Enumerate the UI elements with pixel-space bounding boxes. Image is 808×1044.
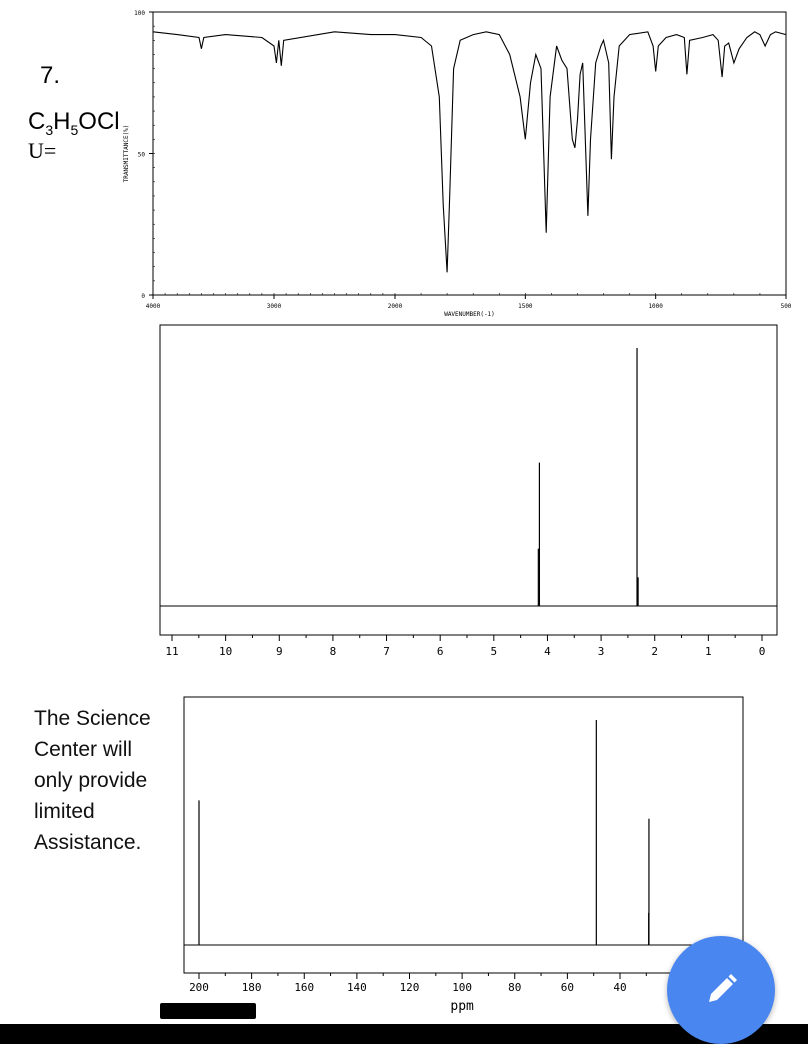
unsaturation-label: U= (28, 138, 57, 163)
ir-x-tick-label: 500 (780, 303, 792, 310)
h-x-tick-label: 2 (651, 645, 659, 658)
h-x-tick-label: 9 (275, 645, 283, 658)
assistance-note: The Science Center will only provide limited Assistance. (34, 707, 151, 854)
h-x-tick-label: 7 (383, 645, 390, 658)
edit-fab-button[interactable] (667, 936, 775, 1044)
ir-y-tick-label: 0 (141, 293, 145, 300)
c-x-tick-label: 200 (189, 981, 209, 994)
h-x-tick-label: 3 (597, 645, 605, 658)
c-plot-frame (184, 697, 743, 973)
c-x-tick-label: 180 (241, 981, 262, 994)
ir-x-tick-label: 1500 (518, 303, 533, 310)
ir-y-tick-label: 50 (137, 151, 145, 159)
ir-y-tick-label: 100 (134, 10, 145, 17)
c-x-tick-label: 40 (613, 981, 627, 994)
c-x-tick-label: 60 (560, 981, 574, 994)
h-x-tick-label: 10 (219, 645, 233, 658)
c-x-axis-label: ppm (450, 999, 474, 1014)
h-x-tick-label: 4 (544, 645, 551, 658)
h-x-tick-label: 11 (165, 645, 179, 658)
molecular-formula: $C_3H_5OCl$ (28, 108, 120, 138)
h-x-tick-label: 1 (705, 645, 712, 658)
c-x-tick-label: 140 (346, 981, 367, 994)
ir-x-tick-label: 1000 (648, 303, 663, 310)
ir-x-tick-label: 4000 (145, 303, 161, 310)
h-x-tick-label: 0 (758, 645, 766, 658)
c-x-tick-label: 160 (294, 981, 315, 994)
ir-x-tick-label: 3000 (266, 303, 282, 310)
pencil-icon (701, 970, 741, 1010)
c-x-tick-label: 100 (452, 981, 473, 994)
ir-x-tick-label: 2000 (387, 303, 403, 310)
h-x-tick-label: 5 (490, 645, 498, 658)
ir-x-axis-label: WAVENUMBER(-1) (444, 311, 495, 318)
problem-number: 7. (40, 62, 61, 89)
h-x-tick-label: 8 (329, 645, 337, 658)
h-x-tick-label: 6 (436, 645, 444, 658)
c-x-tick-label: 120 (399, 981, 420, 994)
ir-y-axis-label: TRANSMITTANCE(%) (123, 124, 130, 183)
c-x-tick-label: 80 (508, 981, 522, 994)
home-indicator-bar (160, 1003, 256, 1019)
